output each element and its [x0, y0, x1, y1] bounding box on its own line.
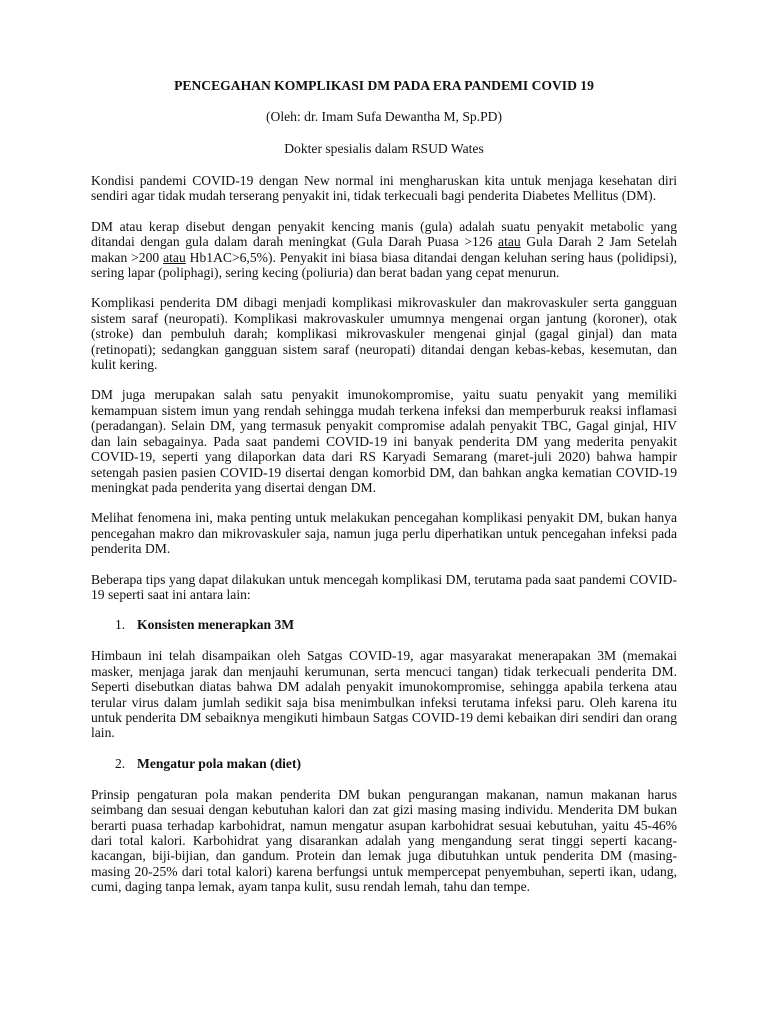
tip-heading-label: Konsisten menerapkan 3M: [137, 617, 295, 633]
underlined-word: atau: [163, 249, 186, 265]
paragraph-intro: Kondisi pandemi COVID-19 dengan New normal ini mengharuskan kita untuk menjaga kesehatan diri sendiri agar tidak mudah terserang penyakit ini, tidak terkecuali bagi penderita Diabetes Mellitus (DM).: [91, 173, 677, 204]
document-title: PENCEGAHAN KOMPLIKASI DM PADA ERA PANDEMI COVID 19: [174, 78, 594, 93]
paragraph-text: DM atau kerap disebut dengan penyakit kencing manis (gula) adalah suatu penyakit metabolic yang ditandai dengan gula dalam darah meningkat (Gula Darah Puasa >126: [91, 218, 677, 250]
tip-heading-2: [91, 756, 677, 772]
tip-heading-1: [91, 617, 677, 633]
paragraph-diet: Prinsip pengaturan pola makan penderita DM bukan pengurangan makanan, namun makanan harus seimbang dan sesuai dengan kebutuhan kalori dan zat gizi masing masing individu. Menderita DM bukan berarti puasa terhadap karbohidrat, namun mengatur asupan karbohidrat sesuai kebutuhan, yaitu 45-46% dari total kalori. Karbohidrat yang disarankan adalah yang mengandung serat tinggi seperti kacang-kacangan, biji-bijian, dan gandum. Protein dan lemak juga dibutuhkan untuk penderita DM (masing-masing 20-25% dari total kalori) karena berfungsi untuk mempercepat penyembuhan, seperti ikan, udang, cumi, daging tanpa lemak, ayam tanpa kulit, susu rendah lemah, tahu dan tempe.: [91, 786, 677, 895]
list-number: 1.: [115, 617, 126, 633]
tip-heading-label: Mengatur pola makan (diet): [137, 755, 302, 771]
list-number: 2.: [115, 755, 126, 771]
paragraph-complications: Komplikasi penderita DM dibagi menjadi komplikasi mikrovaskuler dan makrovaskuler serta gangguan sistem saraf (neuropati). Komplikasi makrovaskuler umumnya mengenai organ jantung (koroner), otak (stroke) dan pembuluh darah; komplikasi mikrovaskuler mengenai ginjal (gagal ginjal) dan mata (retinopati); sedangkan gangguan sistem saraf (neuropati) ditandai dengan kebas-kebas, kesemutan, dan kulit kering.: [91, 295, 677, 373]
paragraph-text: Hb1AC>6,5%). Penyakit ini biasa biasa ditandai dengan keluhan sering haus (polidipsi), sering lapar (poliphagi), sering kecing (poliuria) dan berat badan yang cepat menurun.: [91, 249, 677, 281]
paragraph-immunocompromise: DM juga merupakan salah satu penyakit imunokompromise, yaitu suatu penyakit yang memiliki kemampuan sistem imun yang rendah sehingga mudah terkena infeksi dan memperburuk reaksi inflamasi (peradangan). Selain DM, yang termasuk penyakit compromise adalah penyakit TBC, Gagal ginjal, HIV dan lain sebagainya. Pada saat pandemi COVID-19 ini banyak penderita DM yang mederita penyakit COVID-19, seperti yang dilaporkan data dari RS Karyadi Semarang (maret-juli 2020) bahwa hampir setengah pasien pasien COVID-19 disertai dengan komorbid DM, dan bahkan angka kematian COVID-19 meningkat pada penderita yang disertai dengan DM.: [91, 387, 677, 495]
paragraph-3m: Himbaun ini telah disampaikan oleh Satgas COVID-19, agar masyarakat menerapakan 3M (memakai masker, menjaga jarak dan menjauhi kerumunan, serta mencuci tangan) tidak terkecuali penderita DM. Seperti disebutkan diatas bahwa DM adalah penyakit imunokompromise, sehingga apabila terkena atau terular virus dalam jumlah sedikit saja bisa menimbulkan infeksi terutama infeksi paru. Oleh karena itu untuk penderita DM sebaiknya mengikuti himbaun Satgas COVID-19 demi kebaikan diri sendiri dan orang lain.: [91, 648, 677, 741]
underlined-word: atau: [498, 234, 521, 250]
paragraph-dm-definition: [91, 219, 677, 281]
paragraph-phenomenon: Melihat fenomena ini, maka penting untuk melakukan pencegahan komplikasi penyakit DM, bukan hanya pencegahan makro dan mikrovaskuler saja, namun juga perlu diperhatikan untuk pencegahan infeksi pada penderita DM.: [91, 510, 677, 557]
author-line: (Oleh: dr. Imam Sufa Dewantha M, Sp.PD): [266, 109, 502, 124]
paragraph-text: Gula Darah 2 Jam Setelah makan >200: [91, 234, 677, 265]
paragraph-tips-intro: Beberapa tips yang dapat dilakukan untuk mencegah komplikasi DM, terutama pada saat pandemi COVID-19 seperti saat ini antara lain:: [91, 571, 677, 602]
affiliation-line: Dokter spesialis dalam RSUD Wates: [284, 141, 484, 156]
